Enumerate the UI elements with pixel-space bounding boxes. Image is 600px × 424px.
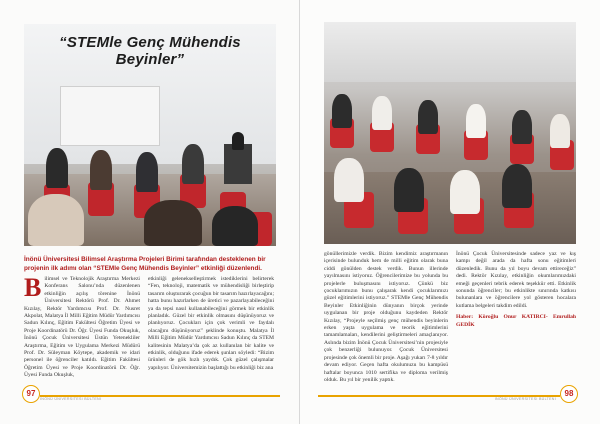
- right-column-a: gönüllerimizle verdik. Bizim kendimiz araştırmanın içerisinde bulunduk hem de milli eğitim olarak buna ciddi gönülden destek verdik. Bunun illerinde yayılmasını istiyoruz. Öğrencilerimize bu yolunda bu projelerle buluşmasını istiyoruz. Çünkü biz çocuklarımızın bunu çalışarak kendi çocuklarımızı güzel eğitimlerini istiyoruz.” STEMle Genç Mühendis Beyinler Etkinliğinin dünyanın birçok yerinde uygulanan bir proje olduğunu kaydeden Rektör Kızılay, “Projeyle seçilmiş genç mühendis beyinlerin erken yaşta uygulama ve teorik eğitimlerini tamamlamaları, kendilerini geliştirmeleri amaçlanıyor. Aslında bizim İnönü Çocuk Üniversitesi’nin projesiyle çok benzerliği bulunuyor. Çocuk Üniversitesi projesinde çok önemli bir proje. Aşağı yukarı 7-8 yıldır devam ediyor. Geçen hafta okulumuzu bu kampüsü haftalar boyunca 1010 sertifika ve diploma verilmiş olduk. Bu yıl bir yenilik yaptık.: [324, 251, 448, 383]
- right-column-b: [456, 251, 576, 329]
- right-footer: [318, 388, 578, 400]
- left-column-a-text: ilimsel ve Teknolojik Araştırma Merkezi Konferans Salonu’nda düzenlenen etkinliğin açılış törenine İnönü Üniversitesi Rektörü Prof. Dr. Ahmet Kızılay, Rektör Yardımcısı Prof. Dr. Nusret Akpolat, Malatya İl Milli Eğitim Müdür Yardımcısı Sadun Kılınç, Eğitim Fakültesi Öğretim Üyesi ve Proje Koordinatörü Dr. Öğr. Üyesi Funda Okuşluk, İnönü Çocuk Üniversitesi Üstün Yetenekliler Araştırma, Eğitim ve Uygulama Merkezi Müdürü Prof. Dr. Süleyman Köytepe, akademik ve idari personel ile öğrenciler katıldı. Eğitim Fakültesi Öğretim Üyesi ve Proje Koordinatörü Dr. Öğr. Üyesi Funda Okuşluk,: [24, 276, 140, 379]
- article-title: “STEMle Genç Mühendis Beyinler”: [59, 34, 241, 68]
- drop-cap: B: [24, 273, 42, 302]
- left-column-b: etkinliği gelenekselleştirmek istediklerini belirterek “Fen, teknoloji, matematik ve mühendisliği birleştirip tasarım oluşturarak çocuğun bir tasarım hazırlayacağını; hatta bunu hazırlarken de üretici ve pazarlayabileceğini ya da tepsi nasıl kullanabileceğini görmek bir etkinlik planladık. Güzel bir etkinlik olmasını düşünüyoruz ve planlıyoruz. Çocukları için çok verimli ve faydalı olacağını düşünüyoruz” şeklinde konuştu. Malatya İl Milli Eğitim Müdür Yardımcısı Sadun Kılınç da STEM kalitesinin Malatya’da çok az kullanılan bir kalite ve etkinlik, olduğunu ifade ederek şunları söyledi: “Bizim ürünleri de gök hızlı yaydık. Çok güzel çalışmalar yapılıyor. Üniversitemizin başlattığı bu etkinliği biz ana: [148, 276, 274, 371]
- right-page: [300, 0, 600, 424]
- footer-text-right: İNÖNÜ ÜNİVERSİTESİ BÜLTENİ: [494, 397, 556, 401]
- byline-label: Haber:: [456, 314, 474, 321]
- footer-text-left: İNÖNÜ ÜNİVERSİTESİ BÜLTENİ: [40, 397, 102, 401]
- article-caption: İnönü Üniversitesi Bilimsel Araştırma Projeleri Birimi tarafından desteklenen bir projenin ilk adımı olan “STEMle Genç Mühendis Beyinler” etkinliği düzenlendi.: [24, 256, 266, 272]
- byline: [456, 314, 576, 329]
- byline-authors: Köroğlu Onur KATIRCI- Emrullah GEDİK: [456, 314, 576, 328]
- left-footer: [22, 388, 282, 400]
- right-column-b-text: İnönü Çocuk Üniversitesinde sadece yaz ve kış kampı değil arada da hafta sonu eğitimleri düzenledik. Bunu da yıl boyu devam ettireceğiz” dedi. Rektör Kızılay, etkinliğin okumlarımızdaki emeği geçenleri tebrik ederek teşekkür etti. Etkinlik sonunda öğrenciler; bu etkinlikte sınırında katkısı bulunanlara ve öğrencilere yol gösteren hocalara kutlama belgeleri takdim edildi.: [456, 251, 576, 309]
- article-title-box: [30, 34, 270, 68]
- right-photo: [324, 22, 576, 244]
- page-number-right: 98: [560, 385, 578, 403]
- left-column-a: [24, 273, 140, 380]
- page-number-left: 97: [22, 385, 40, 403]
